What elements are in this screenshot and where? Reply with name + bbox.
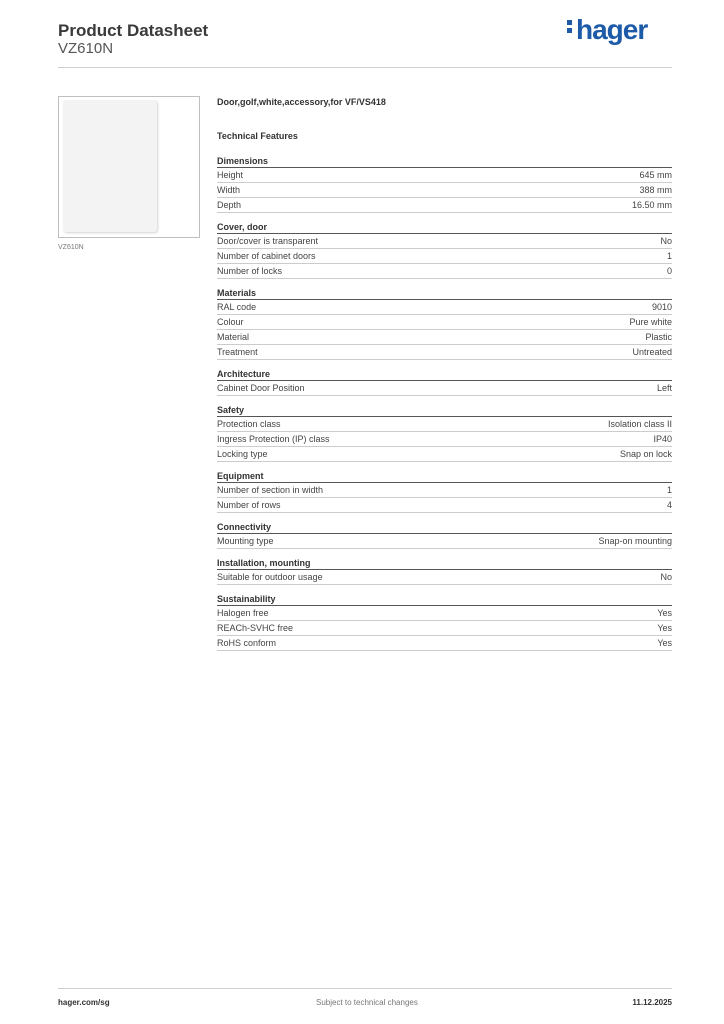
feature-row	[217, 168, 672, 183]
feature-row	[217, 264, 672, 279]
feature-row	[217, 432, 672, 447]
feature-label: Material	[217, 332, 250, 342]
feature-section	[217, 522, 672, 549]
feature-label: Mounting type	[217, 536, 274, 546]
feature-label: Locking type	[217, 449, 268, 459]
feature-row	[217, 417, 672, 432]
product-description: Door,golf,white,accessory,for VF/VS418	[217, 97, 386, 107]
feature-row	[217, 621, 672, 636]
section-title: Installation, mounting	[217, 558, 672, 570]
feature-section	[217, 156, 672, 213]
feature-row	[217, 498, 672, 513]
section-title: Sustainability	[217, 594, 672, 606]
feature-value: 645 mm	[639, 170, 672, 180]
feature-value: 4	[666, 500, 672, 510]
feature-label: Suitable for outdoor usage	[217, 572, 323, 582]
feature-value: 0	[666, 266, 672, 276]
technical-features-title: Technical Features	[217, 131, 298, 141]
feature-label: Number of cabinet doors	[217, 251, 316, 261]
feature-section	[217, 594, 672, 651]
feature-value: 9010	[651, 302, 672, 312]
feature-value: Isolation class II	[607, 419, 672, 429]
feature-label: Depth	[217, 200, 242, 210]
logo-dots-icon	[567, 17, 574, 36]
feature-value: 388 mm	[639, 185, 672, 195]
feature-label: Number of section in width	[217, 485, 324, 495]
feature-row	[217, 345, 672, 360]
logo-text: hager	[576, 14, 648, 45]
feature-row	[217, 606, 672, 621]
feature-label: Number of rows	[217, 500, 281, 510]
image-caption: VZ610N	[58, 244, 84, 251]
feature-row	[217, 330, 672, 345]
feature-value: No	[660, 236, 672, 246]
feature-section	[217, 369, 672, 396]
feature-section	[217, 471, 672, 513]
feature-row	[217, 183, 672, 198]
feature-value: Snap-on mounting	[598, 536, 672, 546]
section-title: Safety	[217, 405, 672, 417]
section-title: Dimensions	[217, 156, 672, 168]
feature-label: REACh-SVHC free	[217, 623, 294, 633]
door-panel-illustration	[63, 100, 157, 232]
product-code: VZ610N	[58, 40, 114, 57]
header-divider	[58, 67, 672, 68]
footer-divider	[58, 988, 672, 989]
feature-section	[217, 405, 672, 462]
section-title: Connectivity	[217, 522, 672, 534]
section-title: Equipment	[217, 471, 672, 483]
feature-value: 16.50 mm	[631, 200, 672, 210]
feature-row	[217, 447, 672, 462]
section-title: Materials	[217, 288, 672, 300]
footer-website: hager.com/sg	[58, 998, 110, 1007]
feature-value: Left	[656, 383, 672, 393]
feature-row	[217, 234, 672, 249]
feature-row	[217, 300, 672, 315]
features-sections	[217, 156, 672, 651]
feature-label: Ingress Protection (IP) class	[217, 434, 330, 444]
feature-value: Yes	[657, 623, 672, 633]
feature-value: 1	[666, 485, 672, 495]
feature-section	[217, 222, 672, 279]
feature-row	[217, 636, 672, 651]
feature-value: Untreated	[632, 347, 672, 357]
feature-row	[217, 483, 672, 498]
feature-section	[217, 288, 672, 360]
feature-row	[217, 570, 672, 585]
feature-value: Yes	[657, 608, 672, 618]
feature-row	[217, 249, 672, 264]
feature-section	[217, 558, 672, 585]
footer-notice: Subject to technical changes	[316, 998, 418, 1007]
feature-row	[217, 381, 672, 396]
feature-label: Number of locks	[217, 266, 283, 276]
feature-label: RoHS conform	[217, 638, 277, 648]
page-title: Product Datasheet	[58, 21, 209, 40]
hager-logo	[567, 14, 647, 46]
feature-value: Plastic	[645, 332, 672, 342]
product-image	[58, 96, 200, 238]
feature-row	[217, 315, 672, 330]
feature-label: Height	[217, 170, 244, 180]
footer-date: 11.12.2025	[632, 998, 672, 1007]
feature-label: Treatment	[217, 347, 258, 357]
feature-label: Width	[217, 185, 241, 195]
feature-label: Door/cover is transparent	[217, 236, 319, 246]
feature-value: Yes	[657, 638, 672, 648]
feature-label: Halogen free	[217, 608, 269, 618]
feature-label: Protection class	[217, 419, 281, 429]
feature-value: 1	[666, 251, 672, 261]
feature-label: Colour	[217, 317, 244, 327]
section-title: Cover, door	[217, 222, 672, 234]
feature-value: IP40	[653, 434, 672, 444]
feature-label: RAL code	[217, 302, 257, 312]
feature-label: Cabinet Door Position	[217, 383, 305, 393]
feature-value: Pure white	[629, 317, 672, 327]
feature-row	[217, 534, 672, 549]
feature-row	[217, 198, 672, 213]
feature-value: No	[660, 572, 672, 582]
feature-value: Snap on lock	[619, 449, 672, 459]
section-title: Architecture	[217, 369, 672, 381]
content	[217, 96, 672, 651]
